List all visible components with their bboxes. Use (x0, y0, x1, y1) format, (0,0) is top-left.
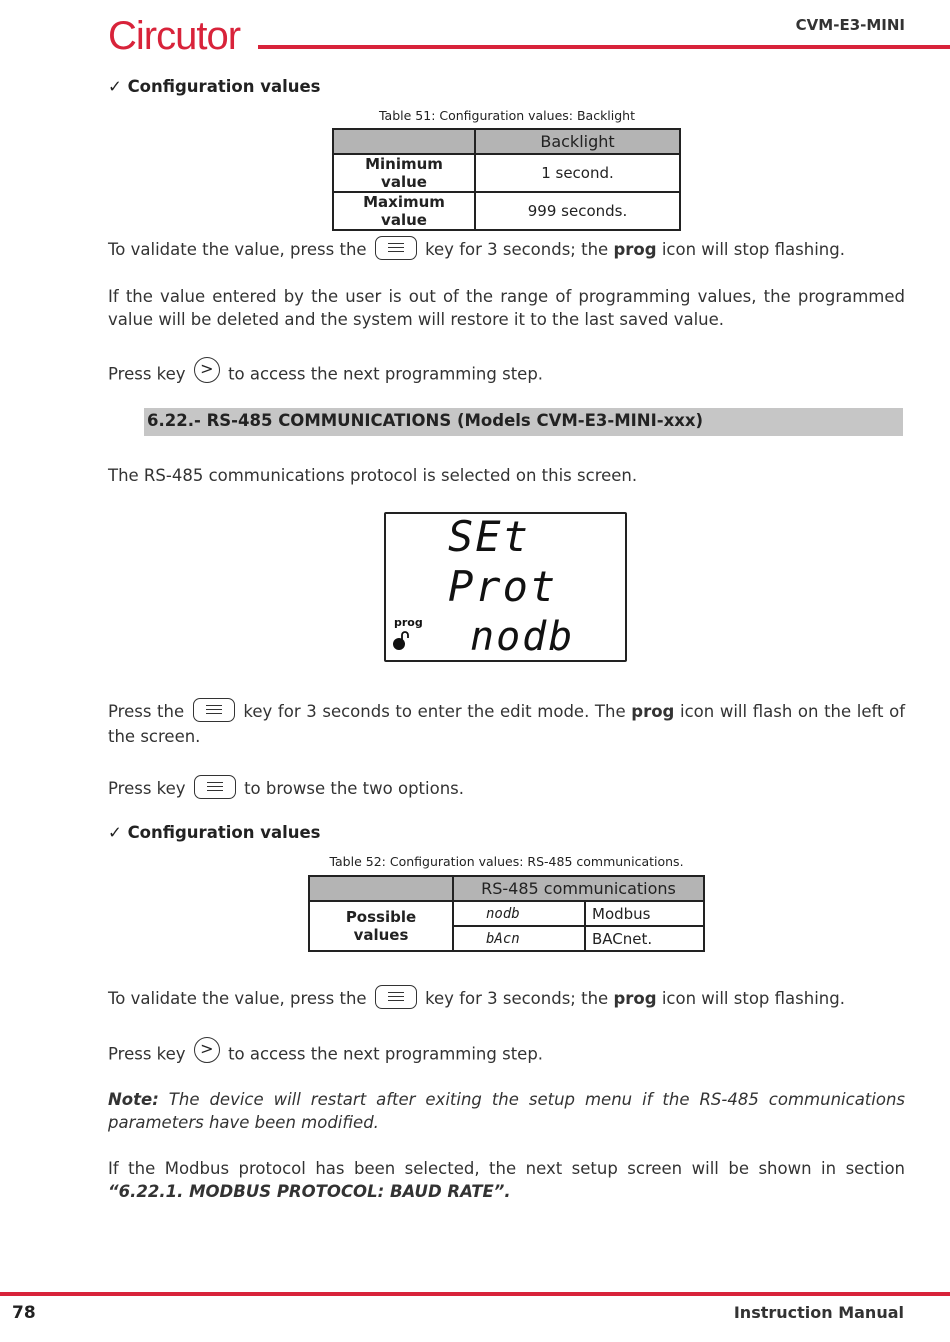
config-heading-1: ✓ Configuration values (108, 77, 321, 96)
validate-paragraph-2: To validate the value, press the key for 3 seconds; the prog icon will stop flashing. (108, 987, 908, 1012)
table52-row-label: Possible values (309, 901, 453, 951)
protocol-paragraph: The RS-485 communications protocol is selected on this screen. (108, 466, 638, 485)
next-key-icon: > (194, 357, 220, 383)
table51-row-label: Minimum value (333, 154, 475, 192)
modbus-paragraph: If the Modbus protocol has been selected, the next setup screen will be shown in section “6.22.1. MODBUS PROTOCOL: BAUD RATE”. (108, 1159, 905, 1201)
header-divider (258, 45, 950, 49)
table51-row-value: 999 seconds. (475, 192, 680, 230)
table52-caption: Table 52: Configuration values: RS-485 communications. (329, 854, 684, 869)
checkmark-icon: ✓ (108, 77, 122, 96)
option-name: Modbus (585, 901, 704, 926)
menu-key-icon (375, 985, 417, 1009)
option-code: nodb (453, 901, 585, 926)
circutor-logo: Circutor (108, 14, 241, 58)
next-step-paragraph-1: Press key > to access the next programming step. (108, 359, 544, 384)
edit-mode-paragraph: Press the key for 3 seconds to enter the edit mode. The prog icon will flash on the left of the screen. (108, 700, 905, 748)
section-reference: “6.22.1. MODBUS PROTOCOL: BAUD RATE”. (108, 1182, 511, 1201)
note-paragraph: Note: The device will restart after exiting the setup menu if the RS-485 communications parameters have been modified. (108, 1090, 906, 1132)
table52 (308, 875, 705, 952)
lcd-display (384, 512, 627, 662)
table51-caption: Table 51: Configuration values: Backlight (378, 108, 636, 123)
menu-key-icon (193, 698, 235, 722)
table-row (309, 901, 704, 926)
next-key-icon: > (194, 1037, 220, 1063)
table51 (332, 128, 681, 231)
prog-label: prog (394, 616, 423, 629)
table51-row-label: Maximum value (333, 192, 475, 230)
out-of-range-paragraph: If the value entered by the user is out of the range of programming values, the programmed value will be deleted and the system will restore it to the last saved value. (108, 287, 905, 329)
footer-divider (0, 1292, 950, 1296)
table51-corner (333, 129, 475, 154)
menu-key-icon (194, 775, 236, 799)
table52-corner (309, 876, 453, 901)
table51-col-header: Backlight (475, 129, 680, 154)
validate-paragraph-1: To validate the value, press the key for 3 seconds; the prog icon will stop flashing. (108, 238, 908, 263)
table-row (333, 154, 680, 192)
lcd-line-1: SEt (448, 512, 530, 561)
table-row (333, 192, 680, 230)
section-heading: 6.22.- RS-485 COMMUNICATIONS (Models CVM-E3-MINI-xxx) (144, 408, 903, 436)
option-name: BACnet. (585, 926, 704, 951)
page-number: 78 (12, 1303, 36, 1323)
padlock-icon (392, 631, 410, 651)
checkmark-icon: ✓ (108, 823, 122, 842)
model-name: CVM-E3-MINI (795, 16, 905, 34)
footer-manual-label: Instruction Manual (733, 1303, 904, 1322)
option-code: bAcn (453, 926, 585, 951)
table52-col-header: RS-485 communications (453, 876, 704, 901)
config-heading-2: ✓ Configuration values (108, 823, 321, 842)
lcd-line-3: nodb (470, 614, 575, 660)
browse-paragraph: Press key to browse the two options. (108, 777, 905, 802)
lcd-line-2: Prot (448, 562, 558, 611)
menu-key-icon (375, 236, 417, 260)
table51-row-value: 1 second. (475, 154, 680, 192)
next-step-paragraph-2: Press key > to access the next programming step. (108, 1039, 544, 1064)
